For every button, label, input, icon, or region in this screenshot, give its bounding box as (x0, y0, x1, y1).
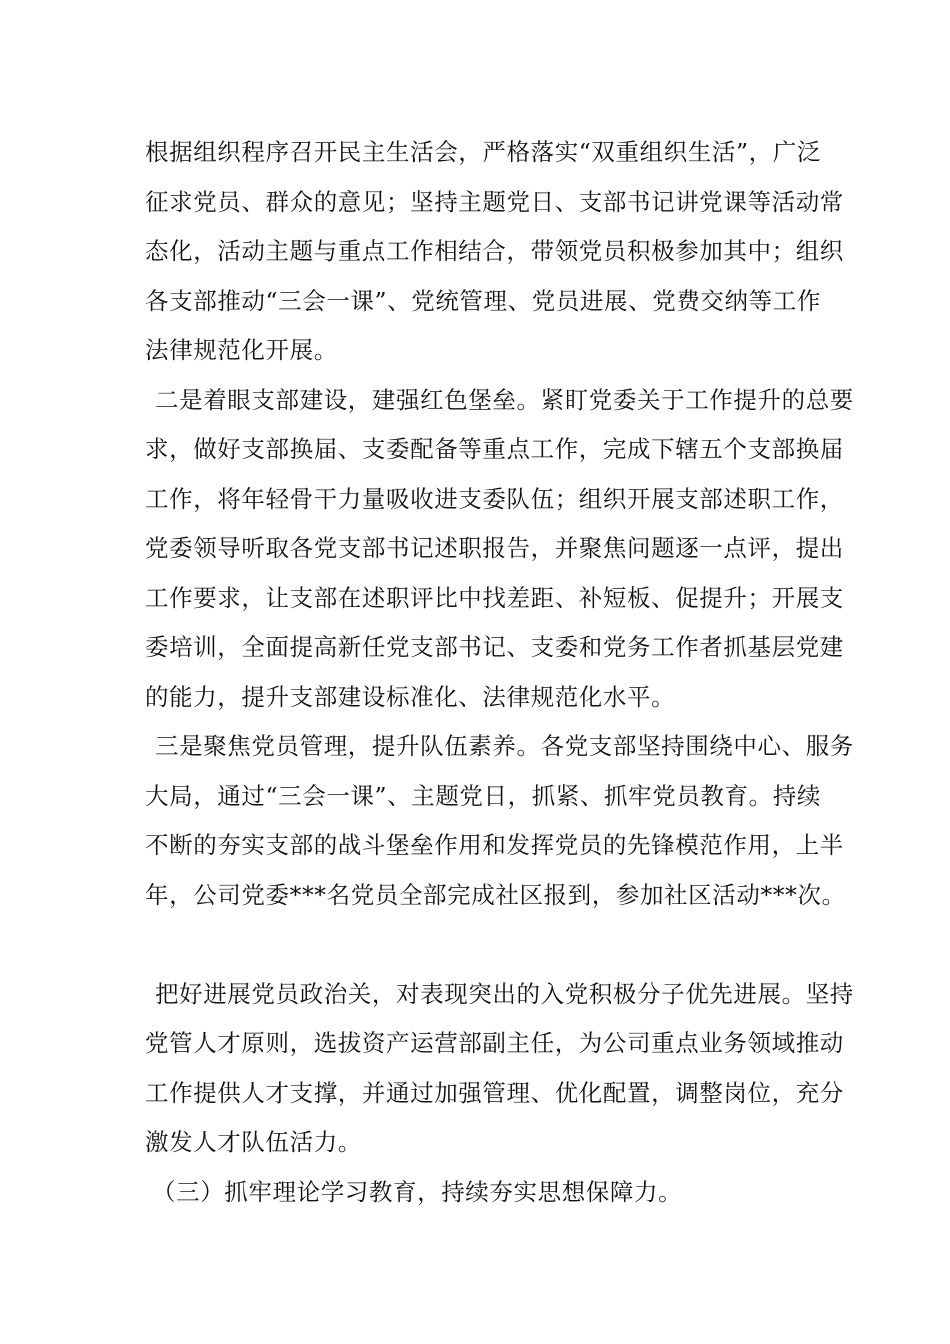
text-line: 态化，活动主题与重点工作相结合，带领党员积极参加其中；组织 (145, 237, 844, 265)
text-line: 工作，将年轻骨干力量吸收进支委队伍；组织开展支部述职工作， (145, 485, 844, 513)
text-line: 党委领导听取各党支部书记述职报告，并聚焦问题逐一点评，提出 (145, 534, 844, 562)
paragraph-start-line: 把好进展党员政治关，对表现突出的入党积极分子优先进展。坚持 (155, 980, 854, 1008)
text-line: 大局，通过“三会一课”、主题党日，抓紧、抓牢党员教育。持续 (145, 782, 821, 810)
text-line: 委培训，全面提高新任党支部书记、支委和党务工作者抓基层党建 (145, 633, 844, 661)
paragraph-start-line: 三是聚焦党员管理，提升队伍素养。各党支部坚持围绕中心、服务 (155, 732, 854, 760)
text-line: 工作要求，让支部在述职评比中找差距、补短板、促提升；开展支 (145, 584, 844, 612)
text-line: 不断的夯实支部的战斗堡垒作用和发挥党员的先锋模范作用，上半 (145, 831, 844, 859)
text-line: 根据组织程序召开民主生活会，严格落实“双重组织生活”，广泛 (145, 138, 821, 166)
text-line: 激发人才队伍活力。 (145, 1128, 362, 1156)
text-line: 求，做好支部换届、支委配备等重点工作，完成下辖五个支部换届 (145, 435, 844, 463)
text-line: 的能力，提升支部建设标准化、法律规范化水平。 (145, 683, 676, 711)
paragraph-start-line: 二是着眼支部建设，建强红色堡垒。紧盯党委关于工作提升的总要 (155, 386, 854, 414)
text-line: 征求党员、群众的意见；坚持主题党日、支部书记讲党课等活动常 (145, 188, 844, 216)
text-line: 法律规范化开展。 (145, 336, 338, 364)
section-heading: （三）抓牢理论学习教育，持续夯实思想保障力。 (152, 1178, 683, 1206)
text-line: 工作提供人才支撑，并通过加强管理、优化配置，调整岗位，充分 (145, 1079, 844, 1107)
text-line: 党管人才原则，选拔资产运营部副主任，为公司重点业务领域推动 (145, 1029, 844, 1057)
text-line: 各支部推动“三会一课”、党统管理、党员进展、党费交纳等工作 (145, 287, 821, 315)
text-line: 年，公司党委***名党员全部完成社区报到，参加社区活动***次。 (145, 881, 846, 909)
